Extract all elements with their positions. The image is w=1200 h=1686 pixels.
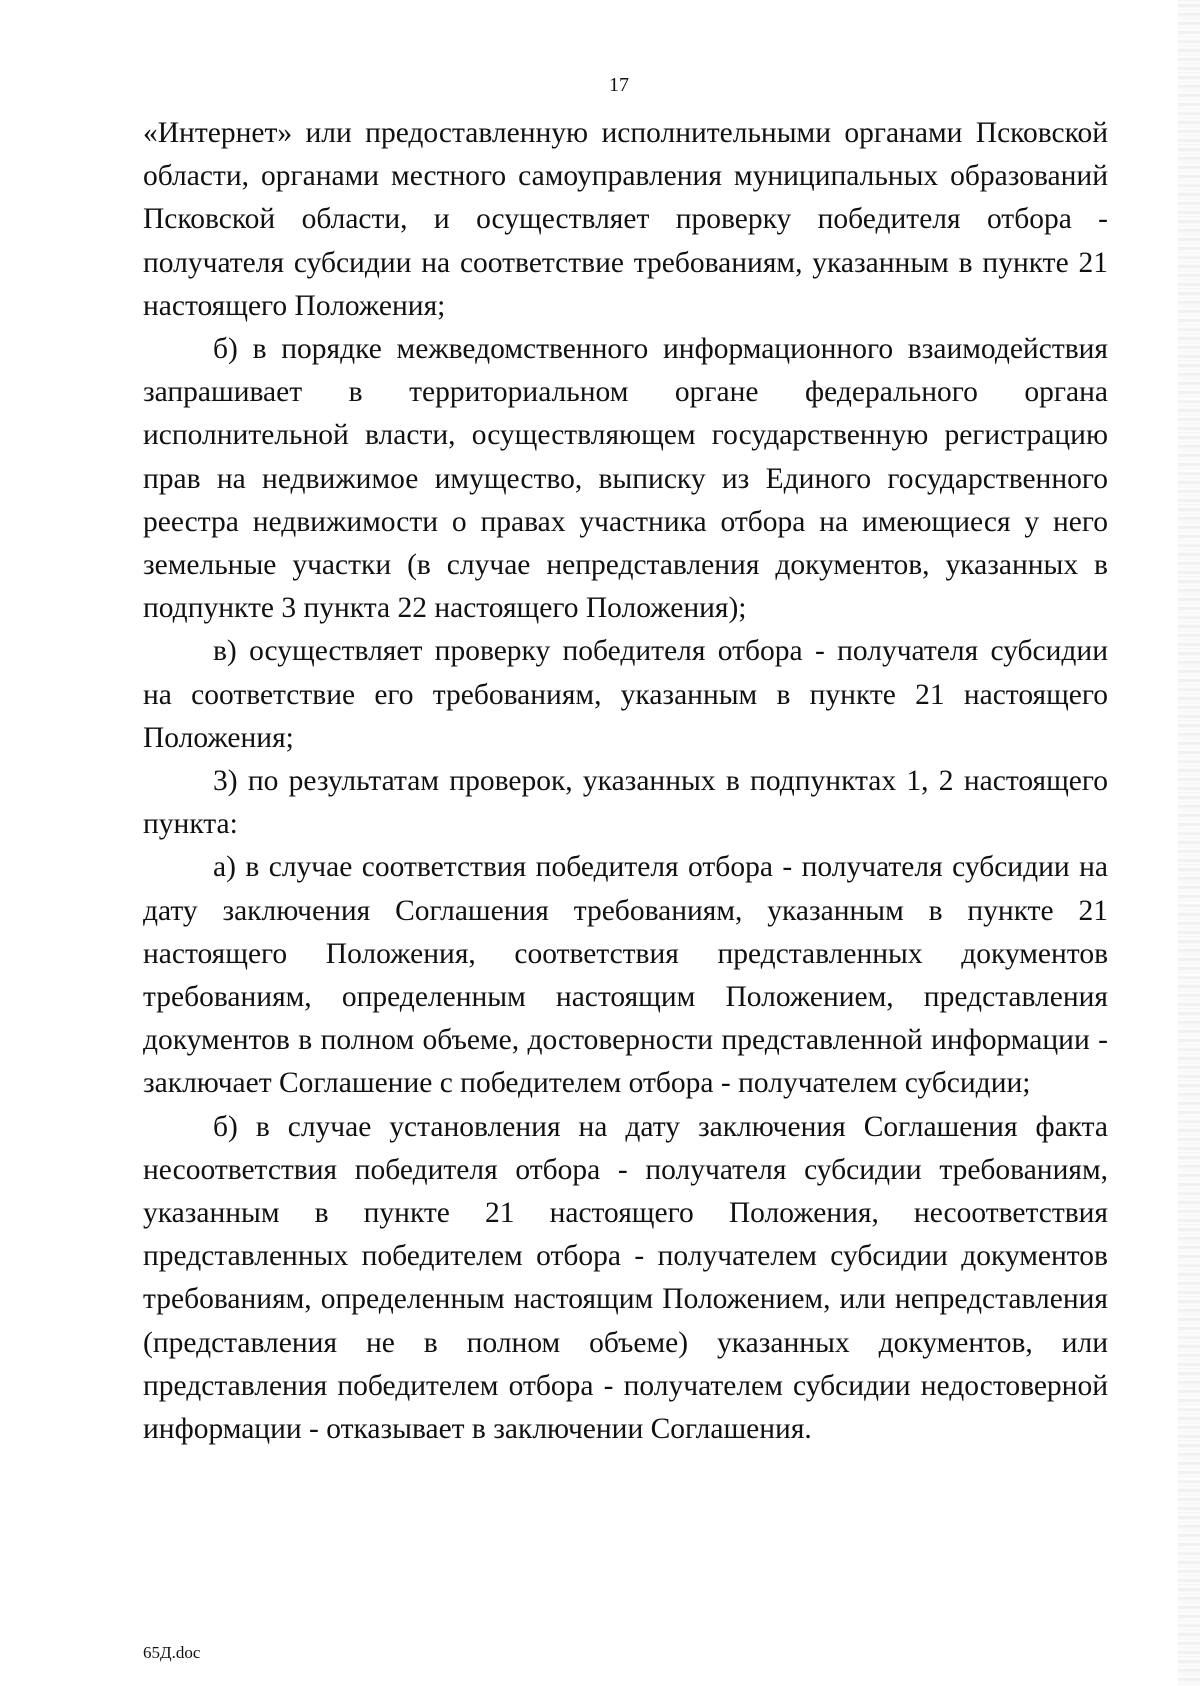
paragraph-b-refuse-agreement: б) в случае установления на дату заключения Соглашения факта несоответствия победителя отбора - получателя субсидии требованиям, указанным в пункте 21 настоящего Положения, несоответствия представленных победителем отбора - получателем субсидии документов требованиям, определенным настоящим Положением, или непредставления (представления не в полном объеме) указанных документов, или представления победителем отбора - получателем субсидии недостоверной информации - отказывает в заключении Соглашения. bbox=[143, 1110, 1108, 1446]
paragraph-v-winner-check: в) осуществляет проверку победителя отбора - получателя субсидии на соответствие его требованиям, указанным в пункте 21 настоящего Положения; bbox=[143, 635, 1108, 754]
page-number: 17 bbox=[609, 74, 629, 96]
document-body bbox=[143, 112, 1108, 1451]
paragraph-internet-check: «Интернет» или предоставленную исполнительными органами Псковской области, органами местного самоуправления муниципальных образований Псковской области, и осуществляет проверку победителя отбора - получателя субсидии на соответствие требованиям, указанным в пункте 21 настоящего Положения; bbox=[143, 117, 1108, 322]
paragraph-3-check-results: 3) по результатам проверок, указанных в подпунктах 1, 2 настоящего пункта: bbox=[143, 765, 1108, 841]
paragraph-a-conclude-agreement: а) в случае соответствия победителя отбора - получателя субсидии на дату заключения Соглашения требованиям, указанным в пункте 21 настоящего Положения, соответствия представленных документов требованиям, определенным настоящим Положением, представления документов в полном объеме, достоверности представленной информации - заключает Соглашение с победителем отбора - получателем субсидии; bbox=[143, 851, 1108, 1100]
document-filename: 65Д.doc bbox=[143, 1643, 201, 1662]
paragraph-b-interagency-request: б) в порядке межведомственного информационного взаимодействия запрашивает в территориальном органе федерального органа исполнительной власти, осуществляющем государственную регистрацию прав на недвижимое имущество, выписку из Единого государственного реестра недвижимости о правах участника отбора на имеющиеся у него земельные участки (в случае непредставления документов, указанных в подпункте 3 пункта 22 настоящего Положения); bbox=[143, 333, 1108, 625]
scan-edge-artifact bbox=[1178, 0, 1200, 1686]
